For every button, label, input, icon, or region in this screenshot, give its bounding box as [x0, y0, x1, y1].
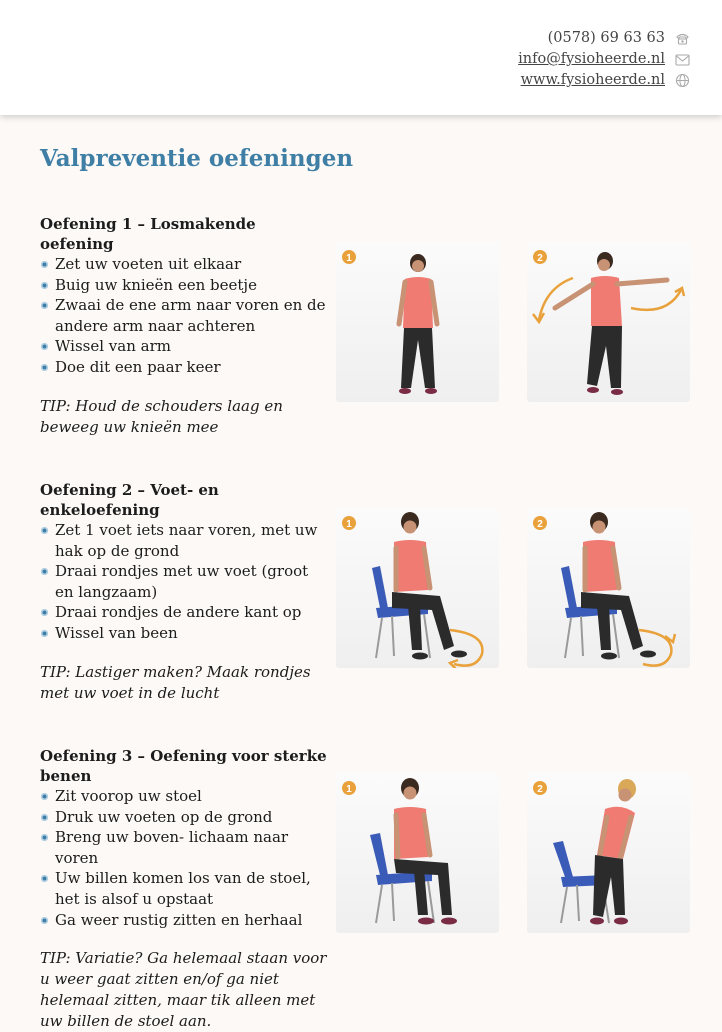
list-item: Draai rondjes met uw voet (groot en langzaam): [40, 561, 330, 602]
email-link[interactable]: info@fysioheerde.nl: [518, 51, 665, 67]
list-item: Draai rondjes de andere kant op: [40, 602, 330, 623]
exercise-3-photo-1: [336, 773, 499, 933]
list-item: Zet 1 voet iets naar voren, met uw hak op de grond: [40, 520, 330, 561]
exercise-3-photo-2: [527, 773, 690, 933]
website-link[interactable]: www.fysioheerde.nl: [520, 72, 665, 88]
phone-icon: [675, 31, 690, 46]
exercise-3-tip: TIP: Variatie? Ga helemaal staan voor u weer gaat zitten en/of ga niet helemaal zitten, maar tik alleen met uw billen de stoel aan.: [40, 949, 327, 1031]
exercise-2-text: [40, 480, 330, 704]
globe-icon: [675, 73, 690, 88]
step-number: 1: [346, 519, 352, 530]
list-item: Doe dit een paar keer: [40, 357, 330, 378]
exercise-1-heading: Oefening 1 – Losmakende oefening: [40, 215, 256, 253]
phone-number: (0578) 69 63 63: [547, 30, 665, 46]
list-item: Zwaai de ene arm naar voren en de andere arm naar achteren: [40, 295, 330, 336]
list-item: Breng uw boven- lichaam naar voren: [40, 827, 330, 868]
list-item: Uw billen komen los van de stoel, het is alsof u opstaat: [40, 868, 330, 909]
step-number: 2: [537, 784, 543, 795]
exercise-2-list: [40, 520, 330, 644]
list-item: Zit voorop uw stoel: [40, 786, 330, 807]
exercise-1-tip: TIP: Houd de schouders laag en beweeg uw knieën mee: [40, 396, 283, 436]
exercise-2-tip: TIP: Lastiger maken? Maak rondjes met uw voet in de lucht: [40, 662, 311, 702]
exercise-2-photo-1: [336, 508, 499, 668]
step-number: 1: [346, 253, 352, 264]
contact-website-row: [518, 70, 690, 91]
exercise-2-photo-2: [527, 508, 690, 668]
exercise-3-text: [40, 746, 330, 1032]
exercise-2-heading: Oefening 2 – Voet- en enkeloefening: [40, 481, 219, 519]
list-item: Buig uw knieën een beetje: [40, 275, 330, 296]
list-item: Zet uw voeten uit elkaar: [40, 254, 330, 275]
step-number: 2: [537, 519, 543, 530]
exercise-3-heading: Oefening 3 – Oefening voor sterke benen: [40, 747, 327, 785]
list-item: Wissel van arm: [40, 336, 330, 357]
contact-phone-row: [518, 28, 690, 49]
list-item: Druk uw voeten op de grond: [40, 807, 330, 828]
list-item: Ga weer rustig zitten en herhaal: [40, 910, 330, 931]
exercise-1-text: [40, 214, 330, 438]
list-item: Wissel van been: [40, 623, 330, 644]
exercise-1-list: [40, 254, 330, 378]
contact-info: [518, 28, 690, 91]
exercise-3-list: [40, 786, 330, 930]
step-number: 2: [537, 253, 543, 264]
page-title: Valpreventie oefeningen: [40, 145, 354, 172]
step-number: 1: [346, 784, 352, 795]
contact-email-row: [518, 49, 690, 70]
email-icon: [675, 52, 690, 67]
exercise-1-photo-2: [527, 242, 690, 402]
exercise-1-photo-1: [336, 242, 499, 402]
page-header: [0, 0, 722, 115]
